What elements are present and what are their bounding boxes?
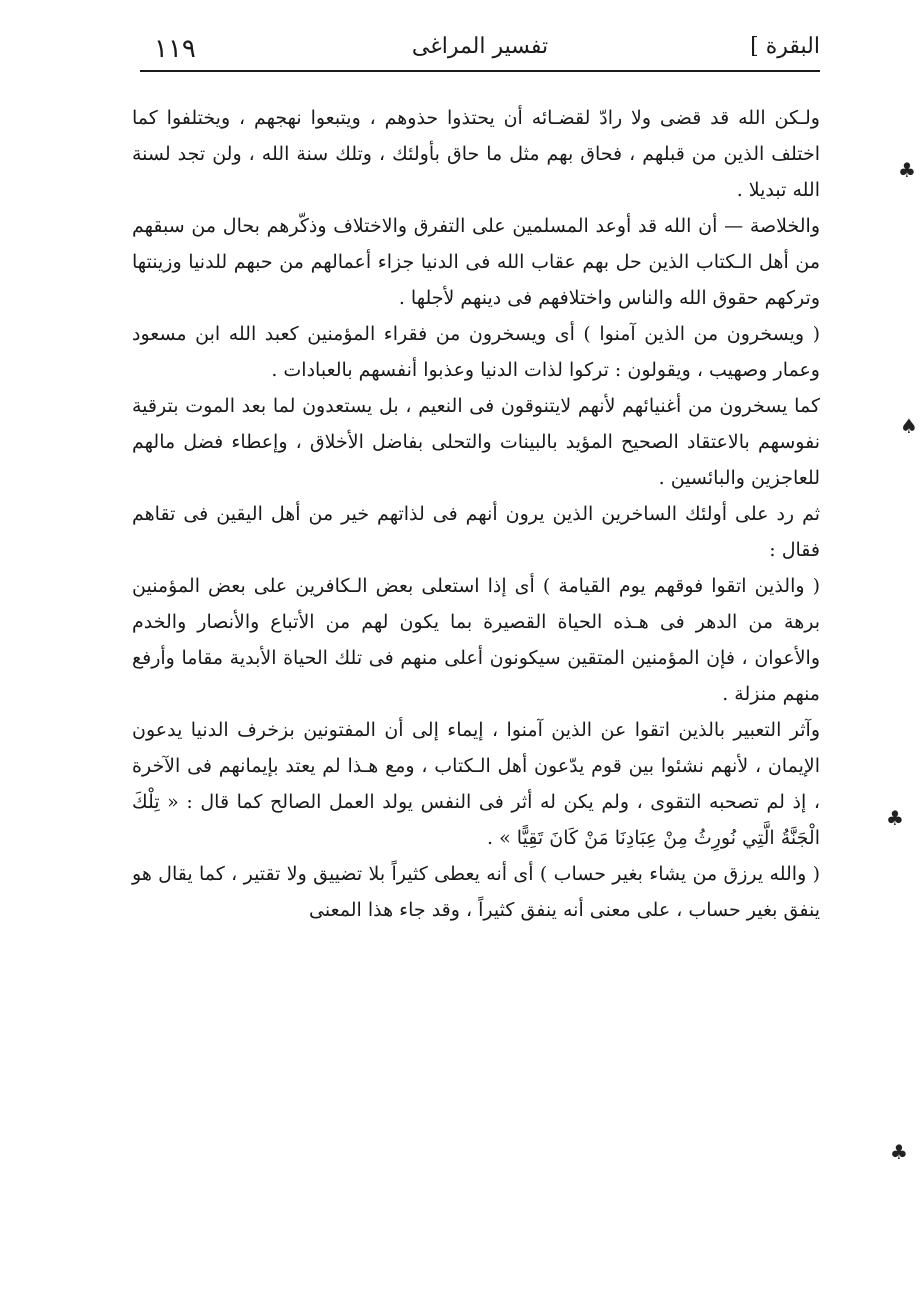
header-rule <box>140 70 820 72</box>
sura-name: البقرة ] <box>750 34 820 59</box>
paragraph-8: ( والله يرزق من يشاء بغير حساب ) أى أنه يعطى كثيراً بلا تضييق ولا تقتير ، كما يقال هو ينفق بغير حساب ، على معنى أنه ينفق كثيراً ، وقد جاء هذا المعنى <box>132 863 820 921</box>
margin-ornament-icon: ♣ <box>898 158 916 182</box>
page-number: ١١٩ <box>154 34 196 64</box>
book-title: تفسير المراغى <box>411 34 549 59</box>
paragraph-6: ( والذين اتقوا فوقهم يوم القيامة ) أى إذا استعلى بعض الـكافرين على بعض المؤمنين برهة من الدهر فى هـذه الحياة القصيرة بما يكون لهم من الأتباع والأنصار والخدم والأعوان ، فإن المؤمنين المتقين سيكونون أعلى منهم فى تلك الحياة الأبدية مقاما وأرفع منهم منزلة . <box>132 575 820 705</box>
paragraph-7: وآثر التعبير بالذين اتقوا عن الذين آمنوا ، إيماء إلى أن المفتونين بزخرف الدنيا يدعون الإيمان ، لأنهم نشئوا بين قوم يدّعون أهل الـكتاب ، ومع هـذا لم يعتد بإيمانهم فى الآخرة ، إذ لم تصحبه التقوى ، ولم يكن له أثر فى النفس يولد العمل الصالح كما قال : « تِلْكَ الْجَنَّةُ الَّتِي نُورِثُ مِنْ عِبَادِنَا مَنْ كَانَ تَقِيًّا » . <box>132 719 820 849</box>
paragraph-5: ثم رد على أولئك الساخرين الذين يرون أنهم فى لذاتهم خير من أهل اليقين فى تقاهم فقال : <box>132 503 820 561</box>
paragraph-1: ولـكن الله قد قضى ولا رادّ لقضـائه أن يحتذوا حذوهم ، ويتبعوا نهجهم ، ويختلفوا كما اختلف الذين من قبلهم ، فحاق بهم مثل ما حاق بأولئك ، وتلك سنة الله ، ولن تجد لسنة الله تبديلا . <box>132 107 820 201</box>
page-body <box>132 100 820 928</box>
margin-ornament-icon: ♣ <box>886 806 904 830</box>
paragraph-2: والخلاصة — أن الله قد أوعد المسلمين على التفرق والاختلاف وذكّرهم بحال من سبقهم من أهل الـكتاب الذين حل بهم عقاب الله فى الدنيا جزاء أعمالهم من حبهم للدنيا وزينتها وتركهم حقوق الله والناس واختلافهم فى دينهم لأجلها . <box>132 215 820 309</box>
margin-ornament-icon: ♠ <box>900 414 918 438</box>
page-header <box>140 30 820 70</box>
paragraph-3: ( ويسخرون من الذين آمنوا ) أى ويسخرون من فقراء المؤمنين كعبد الله ابن مسعود وعمار وصهيب ، ويقولون : تركوا لذات الدنيا وعذبوا أنفسهم بالعبادات . <box>132 323 820 381</box>
margin-ornament-icon: ♣ <box>890 1140 908 1164</box>
paragraph-4: كما يسخرون من أغنيائهم لأنهم لايتنوقون فى النعيم ، بل يستعدون لما بعد الموت بترقية نفوسهم بالاعتقاد الصحيح المؤيد بالبينات والتحلى بفاضل الأخلاق ، وإعطاء فضل مالهم للعاجزين والبائسين . <box>132 395 820 489</box>
